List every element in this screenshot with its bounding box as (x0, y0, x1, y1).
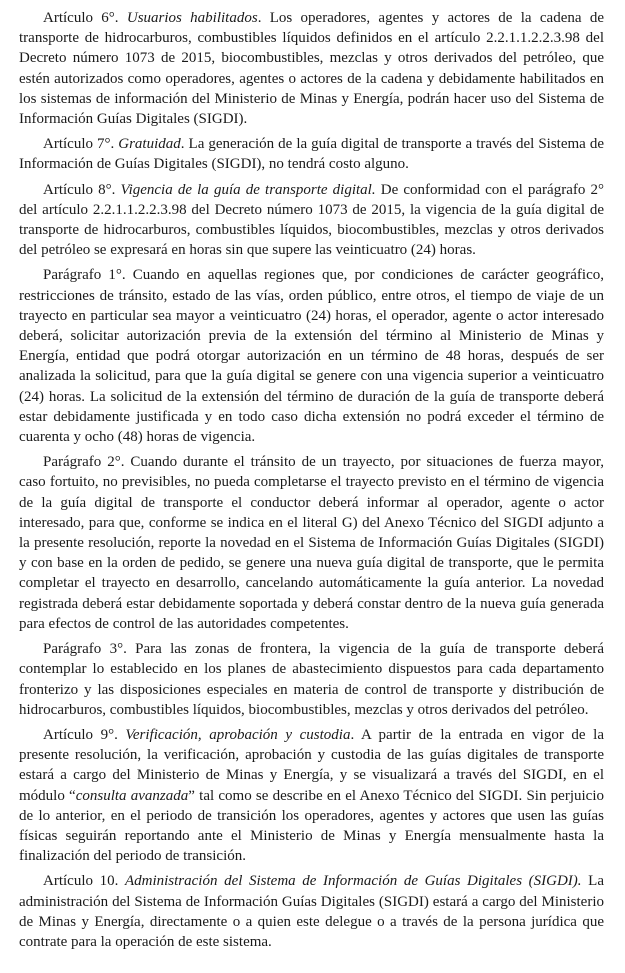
paragrafo-1-paragraph (19, 265, 604, 447)
article-6-lead: Artículo 6°. (43, 10, 127, 26)
article-7-paragraph (19, 134, 604, 174)
article-8-lead: Artículo 8°. (43, 181, 121, 198)
article-9-italic-term: consulta avanzada (75, 787, 189, 804)
article-9-text: . A partir de la entrada en vigor de la presente resolución, la verificación, aprobación y custodia de las guías digitales de transporte estará a cargo del Ministerio de Minas y Energía, y se visualizará a través del SIGDI, en el módulo “ (19, 726, 604, 804)
paragrafo-3-paragraph (19, 639, 604, 720)
article-8-heading: Vigencia de la guía de transporte digital. (120, 181, 376, 198)
article-7-lead: Artículo 7°. (43, 136, 119, 153)
article-10-paragraph (19, 871, 604, 952)
article-10-text: La administración del Sistema de Información Guías Digitales (SIGDI) estará a cargo del Ministerio de Minas y Energía, directamente o a quien este delegue o a través de la persona jurídica que contrate para la operación de este sistema. (19, 873, 604, 950)
article-7-text: . La generación de la guía digital de transporte a través del Sistema de Información de Guías Digitales (SIGDI), no tendrá costo alguno. (19, 136, 604, 173)
paragrafo-2-lead: Parágrafo 2°. (43, 454, 131, 471)
paragrafo-1-lead: Parágrafo 1°. (43, 267, 133, 284)
article-6-paragraph (19, 8, 604, 129)
article-9-text-continued: ” tal como se describe en el Anexo Técnico del SIGDI. Sin perjuicio de lo anterior, en el periodo de transición los operadores, agentes y actores que usen las guías físicas seguirán reportando ante el Ministerio de Minas y Energía mensualmente hasta la finalización del periodo de transición. (19, 787, 604, 865)
article-7-heading: Gratuidad (118, 136, 181, 153)
article-9-paragraph (19, 725, 604, 866)
article-6-text: . Los operadores, agentes y actores de la cadena de transporte de hidrocarburos, combustibles líquidos definidos en el artículo 2.2.1.1.2.2.3.98 del Decreto número 1073 de 2015, biocombustibles, mezclas y otros derivados del petróleo, que estén autorizados como operadores, agentes o actores de la cadena y debidamente habilitados en los sistemas de información del Ministerio de Minas y Energía, podrán hacer uso del Sistema de Información Guías Digitales (SIGDI). (19, 10, 604, 128)
paragrafo-1-text: Cuando en aquellas regiones que, por condiciones de carácter geográfico, restricciones de tránsito, estado de las vías, orden público, entre otros, el tiempo de viaje de un trayecto en particular sea mayor a veinticuatro (24) horas, el operador, agente o actor interesado deberá, solicitar autorización previa de la extensión del término al Ministerio de Minas y Energía, entidad que podrá otorgar autorización en un término de 48 horas, después de ser analizada la solicitud, para que la guía digital se genere con una vigencia superior a veinticuatro (24) horas. La solicitud de la extensión del término de duración de la guía de transporte deberá estar debidamente justificada y en todo caso dicha extensión no podrá exceder el término de cuarenta y ocho (48) horas de vigencia. (19, 267, 604, 446)
paragrafo-3-lead: Parágrafo 3°. (43, 641, 136, 658)
article-9-lead: Artículo 9°. (43, 726, 126, 743)
article-8-text: De conformidad con el parágrafo 2° del artículo 2.2.1.1.2.2.3.98 del Decreto número 1073 de 2015, la vigencia de la guía digital de transporte de hidrocarburos, combustibles líquidos, biocombustibles, mezclas y otros derivados del petróleo se expresará en horas sin que supere las veinticuatro (24) horas. (19, 181, 604, 259)
article-9-heading: Verificación, aprobación y custodia (125, 726, 351, 743)
paragrafo-3-text: Para las zonas de frontera, la vigencia de la guía de transporte deberá contemplar lo establecido en los planes de abastecimiento dispuestos para cada departamento fronterizo y las disposiciones especiales en materia de control de transporte y distribución de hidrocarburos, combustibles líquidos, biocombustibles, mezclas y otros derivados del petróleo. (19, 641, 604, 718)
paragrafo-2-text: Cuando durante el tránsito de un trayecto, por situaciones de fuerza mayor, caso fortuito, no previsibles, no pueda completarse el trayecto previsto en el término de vigencia de la guía digital de transporte el conductor deberá informar al operador, agente o actor interesado, para que, conforme se indica en el literal G) del Anexo Técnico del SIGDI adjunto a la presente resolución, reporte la novedad en el Sistema de Información Guías Digitales (SIGDI) y con base en la orden de pedido, se genere una nueva guía digital de transporte, que le permita completar el trayecto en desarrollo, cancelando automáticamente la guía anterior. La novedad registrada deberá estar debidamente soportada y deberá constar dentro de la nueva guía generada para efectos de control de las autoridades competentes. (19, 454, 604, 632)
article-6-heading: Usuarios habilitados (126, 10, 258, 26)
paragrafo-2-paragraph (19, 452, 604, 634)
article-10-heading: Administración del Sistema de Información de Guías Digitales (SIGDI). (124, 873, 582, 890)
article-10-lead: Artículo 10. (43, 873, 125, 890)
article-8-paragraph (19, 180, 604, 261)
